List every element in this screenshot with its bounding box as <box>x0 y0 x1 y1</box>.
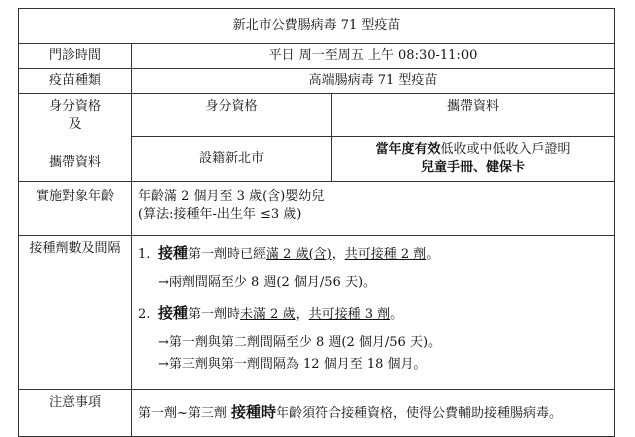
target-age-line1: 年齡滿 2 個月至 3 歲(含)嬰幼兒 <box>138 189 325 204</box>
qualification-col2-line1 <box>332 141 614 159</box>
target-age-row <box>19 182 615 236</box>
qualification-label <box>19 94 132 182</box>
dose-item-1-underline1: 滿 2 歲(含) <box>266 247 332 262</box>
dose-item-1-interval: →兩劑間隔至少 8 週(2 個月/56 天)。 <box>158 275 377 290</box>
target-age-value <box>132 182 615 236</box>
valid-this-year-text: 當年度有效 <box>375 142 441 157</box>
notes-pre: 第一劑~第三劑 <box>138 406 232 421</box>
low-income-proof-text: 低收或中低收入戶證明 <box>440 142 571 157</box>
vaccine-info-document <box>18 8 614 428</box>
qualification-col1-header: 身分資格 <box>132 94 332 137</box>
qualification-col2-value <box>332 137 615 182</box>
qualification-col2-header: 攜帶資料 <box>332 94 615 137</box>
notes-bold: 接種時 <box>231 403 277 421</box>
dose-item-2-bold: 接種 <box>158 304 189 322</box>
dose-item-1 <box>138 244 614 264</box>
qualification-label-line2: 及 <box>68 117 82 132</box>
clinic-hours-row <box>19 44 615 69</box>
notes-label: 注意事項 <box>19 390 132 437</box>
doses-label: 接種劑數及間隔 <box>19 236 132 390</box>
qualification-header-row <box>19 94 615 137</box>
dose-item-1-end: 。 <box>426 247 440 262</box>
dose-item-1-underline2: 共可接種 2 劑 <box>344 247 427 262</box>
dose-item-2-end: 。 <box>390 307 404 322</box>
dose-item-2-pre: 第一劑時 <box>188 307 241 322</box>
dose-item-2 <box>138 304 614 324</box>
dose-item-2-interval-1: →第一劑與第二劑間隔至少 8 週(2 個月/56 天)。 <box>158 335 442 350</box>
dose-item-1-number: 1. <box>138 247 151 262</box>
dose-item-2-number: 2. <box>138 307 151 322</box>
doses-value <box>132 236 615 390</box>
vaccine-info-table <box>18 8 615 437</box>
vaccine-type-row <box>19 69 615 94</box>
target-age-label: 實施對象年齡 <box>19 182 132 236</box>
dose-item-2-underline1: 未滿 2 歲 <box>240 307 296 322</box>
title-row <box>19 9 615 44</box>
page-title: 新北市公費腸病毒 71 型疫苗 <box>19 9 615 44</box>
clinic-hours-value: 平日 周一至周五 上午 08:30-11:00 <box>132 44 615 69</box>
clinic-hours-label: 門診時間 <box>19 44 132 69</box>
dose-item-1-pre: 第一劑時已經 <box>188 247 267 262</box>
notes-value <box>132 390 615 437</box>
dose-item-2-interval-2: →第三劑與第一劑間隔為 12 個月至 18 個月。 <box>158 357 427 372</box>
qualification-col2-line2: 兒童手冊、健保卡 <box>421 160 526 175</box>
dose-item-2-mid: ， <box>295 307 309 322</box>
vaccine-type-value: 高端腸病毒 71 型疫苗 <box>132 69 615 94</box>
dose-item-2-underline2: 共可接種 3 劑 <box>308 307 391 322</box>
notes-row <box>19 390 615 437</box>
qualification-col1-value: 設籍新北市 <box>132 137 332 182</box>
vaccine-type-label: 疫苗種類 <box>19 69 132 94</box>
notes-rest: 年齡須符合接種資格，使得公費輔助接種腸病毒。 <box>276 406 563 421</box>
qualification-label-line3: 攜帶資料 <box>48 155 101 170</box>
dose-item-1-bold: 接種 <box>158 244 189 262</box>
target-age-line2: (算法:接種年-出生年 ≤3 歲) <box>138 207 302 222</box>
dose-item-1-mid: ， <box>331 247 345 262</box>
doses-row <box>19 236 615 390</box>
qualification-label-line1: 身分資格 <box>48 99 101 114</box>
